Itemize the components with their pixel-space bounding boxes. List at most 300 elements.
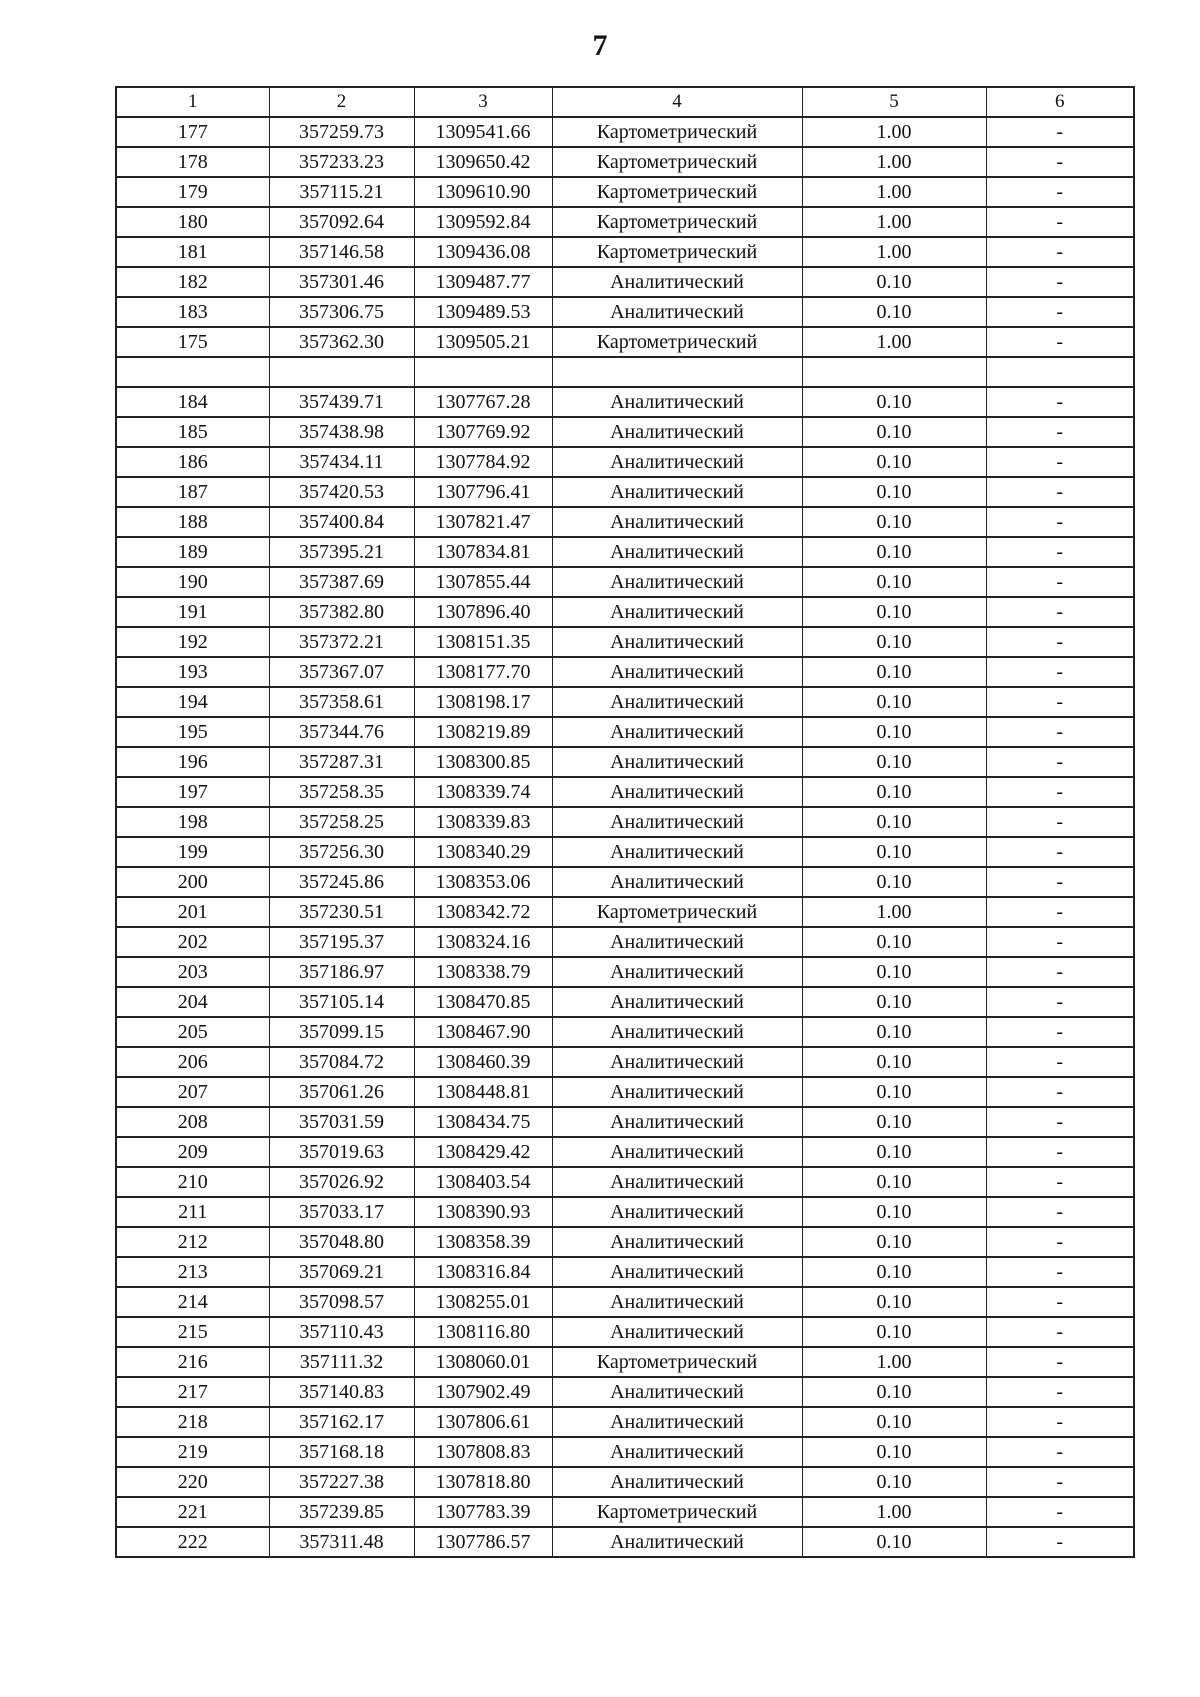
accuracy-cell: 1.00 — [802, 897, 986, 927]
accuracy-cell: 0.10 — [802, 1287, 986, 1317]
table-row — [116, 987, 1134, 1017]
table-row — [116, 537, 1134, 567]
accuracy-cell: 0.10 — [802, 657, 986, 687]
method-cell: Аналитический — [552, 1167, 802, 1197]
y-coordinate-cell: 1307896.40 — [414, 597, 552, 627]
y-coordinate-cell: 1308434.75 — [414, 1107, 552, 1137]
accuracy-cell: 0.10 — [802, 987, 986, 1017]
table-row — [116, 1107, 1134, 1137]
point-number-cell: 198 — [116, 807, 269, 837]
y-coordinate-cell: 1307783.39 — [414, 1497, 552, 1527]
note-cell: - — [986, 1047, 1134, 1077]
point-number-cell: 203 — [116, 957, 269, 987]
accuracy-cell: 0.10 — [802, 1047, 986, 1077]
note-cell: - — [986, 417, 1134, 447]
method-cell: Картометрический — [552, 327, 802, 357]
y-coordinate-cell: 1308342.72 — [414, 897, 552, 927]
method-cell: Картометрический — [552, 1497, 802, 1527]
x-coordinate-cell: 357287.31 — [269, 747, 414, 777]
x-coordinate-cell: 357306.75 — [269, 297, 414, 327]
note-cell: - — [986, 657, 1134, 687]
column-header: 4 — [552, 87, 802, 117]
y-coordinate-cell: 1308219.89 — [414, 717, 552, 747]
x-coordinate-cell: 357048.80 — [269, 1227, 414, 1257]
point-number-cell: 184 — [116, 387, 269, 417]
accuracy-cell: 0.10 — [802, 1077, 986, 1107]
method-cell: Аналитический — [552, 1317, 802, 1347]
table-row — [116, 1527, 1134, 1557]
table-row — [116, 387, 1134, 417]
table-row — [116, 237, 1134, 267]
note-cell: - — [986, 1347, 1134, 1377]
accuracy-cell: 0.10 — [802, 387, 986, 417]
column-header: 2 — [269, 87, 414, 117]
y-coordinate-cell: 1307808.83 — [414, 1437, 552, 1467]
method-cell: Аналитический — [552, 1527, 802, 1557]
x-coordinate-cell: 357400.84 — [269, 507, 414, 537]
accuracy-cell: 1.00 — [802, 327, 986, 357]
y-coordinate-cell: 1309610.90 — [414, 177, 552, 207]
accuracy-cell: 0.10 — [802, 1137, 986, 1167]
point-number-cell: 177 — [116, 117, 269, 147]
note-cell: - — [986, 567, 1134, 597]
x-coordinate-cell: 357259.73 — [269, 117, 414, 147]
point-number-cell: 201 — [116, 897, 269, 927]
y-coordinate-cell: 1308060.01 — [414, 1347, 552, 1377]
table-row — [116, 1077, 1134, 1107]
method-cell: Аналитический — [552, 747, 802, 777]
x-coordinate-cell: 357033.17 — [269, 1197, 414, 1227]
y-coordinate-cell: 1308339.83 — [414, 807, 552, 837]
note-cell: - — [986, 1167, 1134, 1197]
point-number-cell: 196 — [116, 747, 269, 777]
note-cell: - — [986, 897, 1134, 927]
table-row — [116, 177, 1134, 207]
y-coordinate-cell: 1308467.90 — [414, 1017, 552, 1047]
y-coordinate-cell — [414, 357, 552, 387]
table-row — [116, 417, 1134, 447]
point-number-cell: 213 — [116, 1257, 269, 1287]
y-coordinate-cell: 1308151.35 — [414, 627, 552, 657]
x-coordinate-cell: 357186.97 — [269, 957, 414, 987]
table-row — [116, 1407, 1134, 1437]
table-row — [116, 447, 1134, 477]
table-row — [116, 1347, 1134, 1377]
accuracy-cell: 1.00 — [802, 1347, 986, 1377]
note-cell: - — [986, 1497, 1134, 1527]
note-cell: - — [986, 1317, 1134, 1347]
page-number: 7 — [592, 29, 608, 62]
point-number-cell: 187 — [116, 477, 269, 507]
x-coordinate-cell: 357115.21 — [269, 177, 414, 207]
accuracy-cell: 1.00 — [802, 1497, 986, 1527]
table-row — [116, 1257, 1134, 1287]
x-coordinate-cell: 357395.21 — [269, 537, 414, 567]
method-cell: Аналитический — [552, 387, 802, 417]
method-cell: Картометрический — [552, 177, 802, 207]
table-row — [116, 1167, 1134, 1197]
x-coordinate-cell: 357146.58 — [269, 237, 414, 267]
note-cell: - — [986, 687, 1134, 717]
note-cell: - — [986, 1197, 1134, 1227]
table-row — [116, 717, 1134, 747]
x-coordinate-cell: 357140.83 — [269, 1377, 414, 1407]
accuracy-cell: 0.10 — [802, 297, 986, 327]
point-number-cell: 197 — [116, 777, 269, 807]
x-coordinate-cell: 357372.21 — [269, 627, 414, 657]
method-cell: Аналитический — [552, 687, 802, 717]
table-row — [116, 597, 1134, 627]
method-cell: Аналитический — [552, 267, 802, 297]
table-row — [116, 1317, 1134, 1347]
x-coordinate-cell: 357311.48 — [269, 1527, 414, 1557]
y-coordinate-cell: 1308448.81 — [414, 1077, 552, 1107]
y-coordinate-cell: 1308353.06 — [414, 867, 552, 897]
x-coordinate-cell: 357099.15 — [269, 1017, 414, 1047]
table-row — [116, 957, 1134, 987]
x-coordinate-cell: 357061.26 — [269, 1077, 414, 1107]
y-coordinate-cell: 1308198.17 — [414, 687, 552, 717]
note-cell: - — [986, 807, 1134, 837]
table-row — [116, 267, 1134, 297]
x-coordinate-cell: 357019.63 — [269, 1137, 414, 1167]
x-coordinate-cell: 357301.46 — [269, 267, 414, 297]
x-coordinate-cell: 357362.30 — [269, 327, 414, 357]
x-coordinate-cell: 357031.59 — [269, 1107, 414, 1137]
table-row — [116, 1137, 1134, 1167]
note-cell: - — [986, 1257, 1134, 1287]
accuracy-cell: 0.10 — [802, 567, 986, 597]
table-row — [116, 897, 1134, 927]
point-number-cell: 214 — [116, 1287, 269, 1317]
method-cell: Картометрический — [552, 237, 802, 267]
y-coordinate-cell: 1309487.77 — [414, 267, 552, 297]
accuracy-cell: 1.00 — [802, 207, 986, 237]
point-number-cell: 193 — [116, 657, 269, 687]
y-coordinate-cell: 1308177.70 — [414, 657, 552, 687]
method-cell: Аналитический — [552, 987, 802, 1017]
y-coordinate-cell: 1308316.84 — [414, 1257, 552, 1287]
method-cell: Аналитический — [552, 1137, 802, 1167]
point-number-cell: 204 — [116, 987, 269, 1017]
y-coordinate-cell: 1307818.80 — [414, 1467, 552, 1497]
x-coordinate-cell: 357367.07 — [269, 657, 414, 687]
note-cell: - — [986, 177, 1134, 207]
point-number-cell: 212 — [116, 1227, 269, 1257]
accuracy-cell: 0.10 — [802, 1017, 986, 1047]
method-cell: Картометрический — [552, 147, 802, 177]
table-row — [116, 1227, 1134, 1257]
accuracy-cell: 0.10 — [802, 267, 986, 297]
point-number-cell: 210 — [116, 1167, 269, 1197]
method-cell: Картометрический — [552, 1347, 802, 1377]
x-coordinate-cell: 357439.71 — [269, 387, 414, 417]
accuracy-cell: 0.10 — [802, 867, 986, 897]
note-cell: - — [986, 867, 1134, 897]
x-coordinate-cell: 357195.37 — [269, 927, 414, 957]
column-header: 1 — [116, 87, 269, 117]
point-number-cell: 206 — [116, 1047, 269, 1077]
method-cell: Аналитический — [552, 1227, 802, 1257]
method-cell: Аналитический — [552, 1077, 802, 1107]
table-row — [116, 777, 1134, 807]
method-cell: Аналитический — [552, 297, 802, 327]
table-header-row — [116, 87, 1134, 117]
accuracy-cell: 0.10 — [802, 747, 986, 777]
accuracy-cell: 0.10 — [802, 1227, 986, 1257]
x-coordinate-cell: 357382.80 — [269, 597, 414, 627]
note-cell: - — [986, 1227, 1134, 1257]
note-cell: - — [986, 1407, 1134, 1437]
y-coordinate-cell: 1309505.21 — [414, 327, 552, 357]
table-body — [116, 117, 1134, 1557]
accuracy-cell: 0.10 — [802, 1107, 986, 1137]
table-row — [116, 867, 1134, 897]
x-coordinate-cell: 357420.53 — [269, 477, 414, 507]
table-row — [116, 477, 1134, 507]
point-number-cell: 202 — [116, 927, 269, 957]
table-row — [116, 1197, 1134, 1227]
note-cell: - — [986, 1287, 1134, 1317]
table-row — [116, 1497, 1134, 1527]
note-cell: - — [986, 1377, 1134, 1407]
method-cell: Аналитический — [552, 657, 802, 687]
table-row — [116, 807, 1134, 837]
accuracy-cell: 0.10 — [802, 927, 986, 957]
table-row — [116, 147, 1134, 177]
point-number-cell: 209 — [116, 1137, 269, 1167]
table-row — [116, 567, 1134, 597]
note-cell: - — [986, 1137, 1134, 1167]
method-cell: Аналитический — [552, 597, 802, 627]
y-coordinate-cell: 1308339.74 — [414, 777, 552, 807]
note-cell: - — [986, 1017, 1134, 1047]
table-row — [116, 207, 1134, 237]
point-number-cell: 218 — [116, 1407, 269, 1437]
table-row — [116, 627, 1134, 657]
point-number-cell: 190 — [116, 567, 269, 597]
point-number-cell: 191 — [116, 597, 269, 627]
point-number-cell: 175 — [116, 327, 269, 357]
accuracy-cell: 0.10 — [802, 537, 986, 567]
note-cell: - — [986, 987, 1134, 1017]
y-coordinate-cell: 1308340.29 — [414, 837, 552, 867]
table-row — [116, 927, 1134, 957]
table-row — [116, 747, 1134, 777]
x-coordinate-cell: 357168.18 — [269, 1437, 414, 1467]
accuracy-cell: 0.10 — [802, 1377, 986, 1407]
accuracy-cell: 0.10 — [802, 1167, 986, 1197]
x-coordinate-cell: 357239.85 — [269, 1497, 414, 1527]
table-row — [116, 687, 1134, 717]
point-number-cell: 219 — [116, 1437, 269, 1467]
point-number-cell: 205 — [116, 1017, 269, 1047]
y-coordinate-cell: 1307821.47 — [414, 507, 552, 537]
method-cell: Аналитический — [552, 627, 802, 657]
method-cell: Аналитический — [552, 1257, 802, 1287]
method-cell: Аналитический — [552, 1107, 802, 1137]
x-coordinate-cell: 357069.21 — [269, 1257, 414, 1287]
y-coordinate-cell: 1308324.16 — [414, 927, 552, 957]
accuracy-cell: 0.10 — [802, 417, 986, 447]
y-coordinate-cell: 1307834.81 — [414, 537, 552, 567]
y-coordinate-cell: 1308470.85 — [414, 987, 552, 1017]
point-number-cell: 216 — [116, 1347, 269, 1377]
x-coordinate-cell: 357256.30 — [269, 837, 414, 867]
method-cell: Картометрический — [552, 207, 802, 237]
method-cell: Аналитический — [552, 867, 802, 897]
note-cell: - — [986, 1527, 1134, 1557]
accuracy-cell: 0.10 — [802, 1257, 986, 1287]
x-coordinate-cell: 357387.69 — [269, 567, 414, 597]
method-cell: Аналитический — [552, 537, 802, 567]
note-cell: - — [986, 597, 1134, 627]
y-coordinate-cell: 1308300.85 — [414, 747, 552, 777]
table-row — [116, 297, 1134, 327]
x-coordinate-cell: 357258.35 — [269, 777, 414, 807]
table-row — [116, 507, 1134, 537]
point-number-cell: 188 — [116, 507, 269, 537]
column-header: 6 — [986, 87, 1134, 117]
table-row — [116, 117, 1134, 147]
point-number-cell: 217 — [116, 1377, 269, 1407]
method-cell: Аналитический — [552, 1017, 802, 1047]
x-coordinate-cell: 357098.57 — [269, 1287, 414, 1317]
point-number-cell: 220 — [116, 1467, 269, 1497]
note-cell: - — [986, 477, 1134, 507]
point-number-cell: 208 — [116, 1107, 269, 1137]
x-coordinate-cell: 357110.43 — [269, 1317, 414, 1347]
note-cell: - — [986, 267, 1134, 297]
accuracy-cell: 0.10 — [802, 1527, 986, 1557]
method-cell: Картометрический — [552, 897, 802, 927]
accuracy-cell: 0.10 — [802, 1437, 986, 1467]
method-cell: Аналитический — [552, 1287, 802, 1317]
y-coordinate-cell: 1309489.53 — [414, 297, 552, 327]
accuracy-cell: 0.10 — [802, 1317, 986, 1347]
accuracy-cell: 1.00 — [802, 237, 986, 267]
table-row — [116, 327, 1134, 357]
method-cell — [552, 357, 802, 387]
x-coordinate-cell: 357084.72 — [269, 1047, 414, 1077]
note-cell: - — [986, 387, 1134, 417]
y-coordinate-cell: 1308358.39 — [414, 1227, 552, 1257]
note-cell: - — [986, 927, 1134, 957]
table-row — [116, 1377, 1134, 1407]
y-coordinate-cell: 1309541.66 — [414, 117, 552, 147]
accuracy-cell: 0.10 — [802, 807, 986, 837]
method-cell: Аналитический — [552, 1467, 802, 1497]
method-cell: Аналитический — [552, 1047, 802, 1077]
accuracy-cell: 0.10 — [802, 1197, 986, 1227]
y-coordinate-cell: 1307784.92 — [414, 447, 552, 477]
method-cell: Аналитический — [552, 417, 802, 447]
y-coordinate-cell: 1308429.42 — [414, 1137, 552, 1167]
x-coordinate-cell: 357227.38 — [269, 1467, 414, 1497]
point-number-cell: 221 — [116, 1497, 269, 1527]
point-number-cell: 189 — [116, 537, 269, 567]
method-cell: Аналитический — [552, 1377, 802, 1407]
point-number-cell: 192 — [116, 627, 269, 657]
point-number-cell: 185 — [116, 417, 269, 447]
point-number-cell: 194 — [116, 687, 269, 717]
table-row — [116, 1017, 1134, 1047]
method-cell: Аналитический — [552, 567, 802, 597]
point-number-cell: 180 — [116, 207, 269, 237]
table-row — [116, 837, 1134, 867]
point-number-cell: 181 — [116, 237, 269, 267]
point-number-cell: 222 — [116, 1527, 269, 1557]
method-cell: Аналитический — [552, 1437, 802, 1467]
accuracy-cell: 0.10 — [802, 1407, 986, 1437]
note-cell: - — [986, 507, 1134, 537]
note-cell: - — [986, 117, 1134, 147]
x-coordinate-cell: 357105.14 — [269, 987, 414, 1017]
accuracy-cell: 0.10 — [802, 597, 986, 627]
note-cell: - — [986, 747, 1134, 777]
note-cell: - — [986, 447, 1134, 477]
x-coordinate-cell: 357162.17 — [269, 1407, 414, 1437]
table-row — [116, 357, 1134, 387]
y-coordinate-cell: 1308390.93 — [414, 1197, 552, 1227]
column-header: 3 — [414, 87, 552, 117]
note-cell: - — [986, 237, 1134, 267]
note-cell: - — [986, 537, 1134, 567]
table-row — [116, 657, 1134, 687]
accuracy-cell: 0.10 — [802, 687, 986, 717]
method-cell: Аналитический — [552, 717, 802, 747]
point-number-cell: 215 — [116, 1317, 269, 1347]
note-cell: - — [986, 297, 1134, 327]
point-number-cell: 179 — [116, 177, 269, 207]
table-row — [116, 1287, 1134, 1317]
y-coordinate-cell: 1307855.44 — [414, 567, 552, 597]
y-coordinate-cell: 1308460.39 — [414, 1047, 552, 1077]
x-coordinate-cell: 357245.86 — [269, 867, 414, 897]
accuracy-cell: 0.10 — [802, 477, 986, 507]
point-number-cell: 183 — [116, 297, 269, 327]
method-cell: Аналитический — [552, 837, 802, 867]
accuracy-cell: 0.10 — [802, 777, 986, 807]
accuracy-cell — [802, 357, 986, 387]
note-cell: - — [986, 147, 1134, 177]
point-number-cell: 199 — [116, 837, 269, 867]
y-coordinate-cell: 1308116.80 — [414, 1317, 552, 1347]
point-number-cell: 195 — [116, 717, 269, 747]
y-coordinate-cell: 1309436.08 — [414, 237, 552, 267]
x-coordinate-cell: 357026.92 — [269, 1167, 414, 1197]
table-row — [116, 1047, 1134, 1077]
note-cell: - — [986, 1077, 1134, 1107]
method-cell: Аналитический — [552, 777, 802, 807]
method-cell: Аналитический — [552, 447, 802, 477]
accuracy-cell: 0.10 — [802, 957, 986, 987]
method-cell: Аналитический — [552, 807, 802, 837]
point-number-cell: 182 — [116, 267, 269, 297]
coordinates-table — [115, 86, 1135, 1558]
x-coordinate-cell: 357233.23 — [269, 147, 414, 177]
y-coordinate-cell: 1307769.92 — [414, 417, 552, 447]
table-row — [116, 1437, 1134, 1467]
y-coordinate-cell: 1309592.84 — [414, 207, 552, 237]
y-coordinate-cell: 1307806.61 — [414, 1407, 552, 1437]
point-number-cell: 178 — [116, 147, 269, 177]
x-coordinate-cell: 357438.98 — [269, 417, 414, 447]
accuracy-cell: 0.10 — [802, 507, 986, 537]
column-header: 5 — [802, 87, 986, 117]
point-number-cell: 207 — [116, 1077, 269, 1107]
y-coordinate-cell: 1308338.79 — [414, 957, 552, 987]
